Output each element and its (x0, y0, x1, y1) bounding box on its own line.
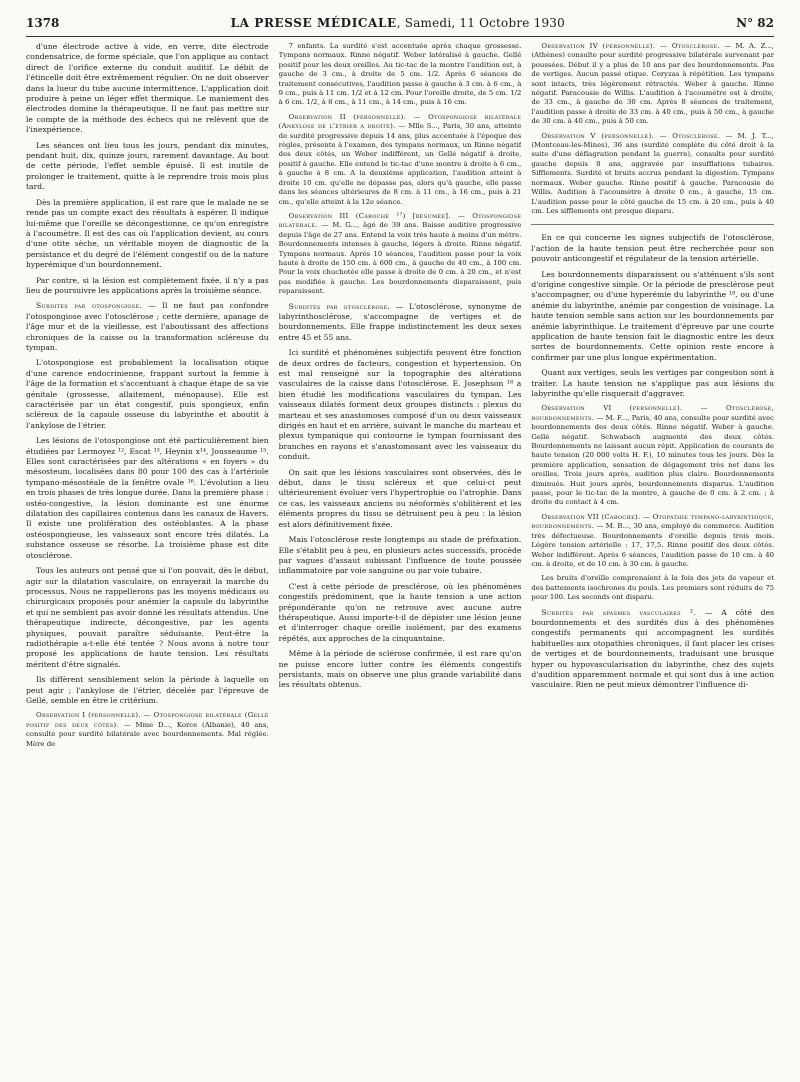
observation-continued: 7 enfants. La surdité s'est accentuée après chaque grossesse. Tympans normaux. Rinne négatif. Weber latéralisé à gauche. Gellé positif pour les deux oreilles. Au tic-tac de la montre l'audition est, à gauche de 3 cm., à droite de 5 cm. 1/2. Après 6 séances de traitement consécutives, l'audition passe à gauche à 3 cm. à 6 cm., à 9 cm., puis à 11 cm. 1/2 et à 12 cm. Pour l'oreille droite, de 5 cm. 1/2 à 6 cm. 1/2, à 8 cm., à 11 cm., à 14 cm., puis à 16 cm. (278, 42, 522, 107)
observation-text: — M. B..., 30 ans, employé de commerce. Audition très défectueuse. Bourdonnements d'oreille depuis trois mois. Légère tension artérielle : 17, 17,5. Rinne positif des deux côtés. Weber indifférent. Après 6 séances, l'audition passe de 10 cm. à 40 cm. à droite, et de 10 cm. à 30 cm. à gauche. (531, 522, 775, 568)
page-header (26, 10, 774, 37)
section-paragraph (26, 301, 269, 353)
column-left (26, 42, 269, 1072)
observation-text: — Mlle S..., Paris, 30 ans, atteinte de surdité progressive depuis 14 ans, plus accentuée à l'époque des règles, présente à l'examen, des tympans normaux, un Rinne négatif des deux côtés, un Weber indifférent, un Gellé négatif à droite, positif à gauche. Elle entend le tic-tac d'une montre à droite à 6 cm., à gauche à 8 cm. A la deuxième application, l'audition atteint à droite 10 cm. qu'elle ne dépasse pas, alors qu'à gauche, elle passe dans les séances ultérieures de 8 cm. à 11 cm., à 16 cm., puis à 21 cm., qu'elle atteint à la 12e séance. (278, 122, 522, 206)
observation-heading: Observation IV (personnelle). — Otosclérose. (541, 42, 720, 50)
column-middle (279, 42, 522, 1072)
observation (531, 132, 774, 217)
observation-text: — Mme D..., Korce (Albanie), 40 ans, consulte pour surdité bilatérale avec bourdonnements. Mal réglée. Mère de (26, 720, 269, 748)
paragraph-text: — L'otosclérose, synonyme de labyrinthosclérose, s'accompagne de vertiges et de bourdonnements. Elle frappe indistinctement les deux sexes entre 45 et 55 ans. (278, 301, 522, 342)
paragraph: Même à la période de sclérose confirmée, il est rare qu'on ne puisse encore lutter contre les éléments congestifs persistants, mais on observe une plus grande variabilité dans les résultats obtenus. (278, 649, 522, 690)
paragraph: Ils diffèrent sensiblement selon la période à laquelle on peut agir ; l'ankylose de l'étrier, décelée par l'épreuve de Gellé, semble en être le critérium. (26, 675, 269, 705)
divider (531, 224, 774, 225)
section-paragraph (279, 302, 522, 344)
article-columns (26, 42, 774, 1072)
issue-number: N° 82 (736, 16, 774, 30)
section-heading: Surdités par spasmes vasculaires ². (541, 607, 697, 617)
observation-heading: Observation I (personnelle). — Otospongiose bilatérale (Gellé positif des deux côtés). (26, 711, 269, 729)
observation (531, 42, 774, 127)
journal-name: LA PRESSE MÉDICALE (230, 16, 397, 30)
column-right (531, 42, 774, 1072)
paragraph: En ce qui concerne les signes subjectifs de l'otosclérose, l'action de la haute tension peut être recherchée pour son pouvoir anticongestif et régulateur de la tension artérielle. (531, 233, 775, 264)
running-title: LA PRESSE MÉDICALE, Samedi, 11 Octobre 1930 (230, 16, 565, 30)
observation-heading: Observation VII (Caboche). — Otopathie tympano-labyrinthique, bourdonnements. (531, 512, 775, 531)
paragraph: Dès la première application, il est rare que le malade ne se rende pas un compte exact des résultats à espérer. Il indique lui-même que l'oreille se décongestionne, ce qu'on enregistre à l'acoumètre. Il est des cas où l'application devient, au cours d'une otite sèche, un véritable moyen de diagnostic de la persistance et du degré de l'élément congestif ou de la nature hyperémique d'un bourdonnement. (26, 197, 269, 270)
paragraph: Mais l'otosclérose reste longtemps au stade de préfixation. Elle s'établit peu à peu, en plusieurs actes successifs, procède par vagues d'assaut subissant l'influence de toute poussée inflammatoire par voie sanguine ou par voie tubaire. (278, 535, 522, 576)
observation-text: — M. J. T..., (Montceau-les-Mines), 36 ans (surdité complète du côté droit à la suite d'une déflagration pendant la guerre), consulte pour surdité gauche depuis 8 ans, aggravée par insufflations tubaires. Sifflements. Surdité et bruits accrus pendant la digestion. Tympans normaux. Weber gauche. Rinne positif à gauche. Paracousie de Willis. Audition à l'acoumètre à droite 0 cm., à gauche, 15 cm. L'audition passe pour le côté gauche de 15 cm. à 20 cm., puis à 40 cm. Les sifflements ont presque disparu. (531, 131, 775, 215)
observation (531, 513, 774, 569)
observation (279, 113, 522, 207)
observation-note: Les bruits d'oreille comprenaient à la fois des jets de vapeur et des battements isochrones du pouls. Les premiers sont réduits de 75 pour 100. Les seconds ont disparu. (531, 574, 775, 602)
observation-text: — M. G..., âgé de 39 ans. Baisse auditive progressive depuis l'âge de 27 ans. Entend la voix très haute à moins d'un mètre. Bourdonnements intenses à gauche, légers à droite. Rinne négatif. Tympans normaux. Après 10 séances, l'audition passe pour la voix haute à droite de 150 cm. à 600 cm., à gauche de 40 cm., à 100 cm. Pour la voix chuchotée elle passe à droite de 0 cm. à 20 cm., et n'est pas modifiée à gauche. Les bourdonnements disparaissent, puis reparaissent. (278, 221, 522, 296)
paragraph: Les séances ont lieu tous les jours, pendant dix minutes, pendant huit, dix, quinze jours, rarement davantage. Au bout de cette période, l'effet semble épuisé. Il est inutile de prolonger le traitement, quitte à le reprendre trois mois plus tard. (26, 140, 269, 192)
paragraph: d'une électrode active à vide, en verre, dite électrode condensatrice, de forme spéciale, que l'on applique au contact direct de l'orifice externe du conduit auditif. Le débit de l'étincelle doit être extrêmement régulier. On ne doit observer dans la lueur du tube aucune intermittence. L'application doit produire à peine un léger effet thermique. Le maniement des électrodes domine la thérapeutique. Il ne faut pas mettre sur le compte de la méthode des échecs qui ne relèvent que de l'inexpérience. (26, 42, 269, 135)
observation-heading: Observation III (Caboche ¹⁷) [résumée]. — Otospongiose bilatérale. (278, 211, 522, 230)
observation-heading: Observation V (personnelle). — Otosclérose. (541, 131, 721, 140)
paragraph: Tous les auteurs ont pensé que si l'on pouvait, dès le début, agir sur la dilatation vasculaire, on enrayerait la marche du processus. Nous ne rappellerons pas les moyens médicaux ou chirurgicaux proposés pour anémier la capsule du labyrinthe et qui ne semblent pas avoir donné les résultats attendus. Une thérapeutique indirecte, décongestive, par les agents physiques, pouvait paraître séduisante. Peut-être la radiothérapie a-t-elle été tentée ? Nous avons à notre tour proposé les applications de haute tension. Les résultats méritent d'être signalés. (26, 566, 269, 669)
paragraph: On sait que les lésions vasculaires sont observées, dès le début, dans le tissu scléreux et que celui-ci peut ultérieurement évoluer vers l'hypertrophie ou l'atrophie. Dans ce cas, les vaisseaux anciens ou néoformés s'oblitèrent et les éléments propres du tissu se détruisent peu à peu : la lésion est alors définitivement fixée. (278, 467, 522, 529)
paragraph: C'est à cette période de presclérose, où les phénomènes congestifs prédominent, que la haute tension a une action prépondérante qu'on ne retrouve avec aucune autre thérapeutique. Aussi importe-t-il de dépister une lésion jeune et d'interroger chaque oreille isolément, par des examens répétés, aux approches de la cinquantaine. (278, 581, 522, 643)
issue-date: Samedi, 11 Octobre 1930 (404, 16, 565, 30)
paragraph: Par contre, si la lésion est complètement fixée, il n'y a pas lieu de poursuivre les applications après la troisième séance. (26, 275, 269, 295)
observation-heading: Observation II (personnelle). — Otospongiose bilatérale (Ankylose de l'étrier à droite). (278, 112, 522, 131)
section-paragraph (531, 608, 774, 691)
observation (26, 711, 269, 749)
paragraph: L'otospongiose est probablement la localisation otique d'une carence endocrinienne, frappant surtout la femme à l'âge de la formation et s'accentuant à chaque étape de sa vie génitale (grossesse, allaitement, ménopause). Elle est caractérisée par un état congestif, puis spongieux, enfin scléreux de la capsule osseuse du labyrinthe et aboutit à l'ankylose de l'étrier. (26, 358, 269, 430)
observation (279, 212, 522, 297)
page-number: 1378 (26, 16, 60, 30)
observation-text: — M. A. Z..., (Athènes) consulte pour surdité progressive bilatérale survenant par poussées. Début il y a plus de 10 ans par des bourdonnements. Pas de vertiges. Aucun passé otique. Coryzas à répétition. Les tympans sont intacts, très légèrement rétractés. Weber à gauche. Rinne négatif. Paracousie de Willis. L'audition à l'acoumètre est à droite, de 33 cm., à gauche de 30 cm. Après 8 séances de traitement, l'audition passe à droite de 33 cm. à 40 cm., puis à 50 cm., à gauche de 30 cm. à 40 cm., puis à 50 cm. (531, 42, 775, 126)
observation-text: — M. F..., Paris, 40 ans, consulte pour surdité avec bourdonnements des deux côtés. Rinne négatif. Weber à gauche. Gellé négatif. Schwabach augmenté des deux côtés. Bourdonnements ne laissant aucun répit. Application de courants de haute tension (20 000 volts H. F.), 10 minutes tous les jours. Dès la première application, sensation de dégagement très net dans les oreilles. Trois jours après, audition plus claire. Bourdonnements diminués. Huit jours après, bourdonnements disparus. L'audition passe, pour le tic-tac de la montre, à gauche de 0 cm. à 2 cm. ; à droite du contact à 4 cm. (531, 413, 775, 507)
paragraph: Les lésions de l'otospongiose ont été particulièrement bien étudiées par Lermoyez ¹², Escat ¹³, Heynin x¹⁴, Jousseaume ¹⁵. Elles sont caractérisées par des altérations « en foyers » du mésosteum, localisées dans 80 pour 100 des cas à l'artériole tympano-mésostéale de la fenêtre ovale ¹⁶. L'évolution a lieu en trois phases de très longue durée. Dans la première phase : ostéo-congestive, la lésion dominante est une énorme dilatation des capillaires contenus dans les canaux de Havers. Il existe une prolifération des ostéoblastes. A la phase ostéospongieuse, les vaisseaux sont encore très dilatés. La substance osseuse se résorbe. La troisième phase est dite otosclérose. (26, 436, 269, 560)
paragraph: Ici surdité et phénomènes subjectifs peuvent être fonction de deux ordres de facteurs, congestion et hypertension. On est mal renseigné sur la topographie des altérations vasculaires de la caisse dans l'otosclérose. E. Josephson ¹⁸ a bien étudié les modifications vasculaires du tympan. Les vaisseaux dilatés forment deux groupes distincts : plexus du marteau et ses anastomoses composé d'un ou deux vaisseaux dirigés en haut et en arrière, suivant le manche du marteau et plexus tympanique qui contourne le tympan fournissant des branches en rayons et s'anastomosant avec les vaisseaux du conduit. (278, 348, 522, 462)
paragraph-text: — Il ne faut pas confondre l'otospongiose avec l'otosclérose ; cette dernière, apanage de l'âge mur et de la vieillesse, est l'aboutissant des affections chroniques de la caisse ou la transformation scléreuse du tympan. (26, 301, 269, 352)
observation (531, 404, 774, 507)
paragraph: Les bourdonnements disparaissent ou s'atténuent s'ils sont d'origine congestive simple. Or la période de presclérose peut s'accompagner, ou d'une hyperémie du labyrinthe ¹⁹, ou d'une anémie du labyrinthe, anémie par congestion de voisinage. La haute tension semble sans action sur les bourdonnements par anémie labyrinthique. Le traitement d'épreuve par une courte application de haute tension fait le diagnostic entre les deux sortes de bourdonnements. Cette opinion reste encore à confirmer par une plus longue expérimentation. (531, 269, 775, 362)
observation-heading: Observation VI (personnelle). — Otosclérose, bourdonnements. (531, 404, 775, 422)
paragraph: Quant aux vertiges, seuls les vertiges par congestion sont à traiter. La haute tension ne s'applique pas aux lésions du labyrinthe qu'elle risquerait d'aggraver. (531, 368, 775, 398)
section-heading: Surdités par otospongiose. (36, 301, 143, 311)
paragraph-text: — A côté des bourdonnements et des surdités dus à des phénomènes congestifs permanents qui accompagnent les surdités habituelles aux otopathies chroniques, il faut placer les crises de vertiges et de bourdonnements, traduisant une brusque hyper ou hypovascularisation du labyrinthe, chez des sujets d'audition apparemment normale et qui sont dus à une action vasculaire. Rien ne peut mieux démontrer l'influence di- (531, 607, 775, 690)
section-heading: Surdités par otosclérose. (288, 301, 391, 311)
